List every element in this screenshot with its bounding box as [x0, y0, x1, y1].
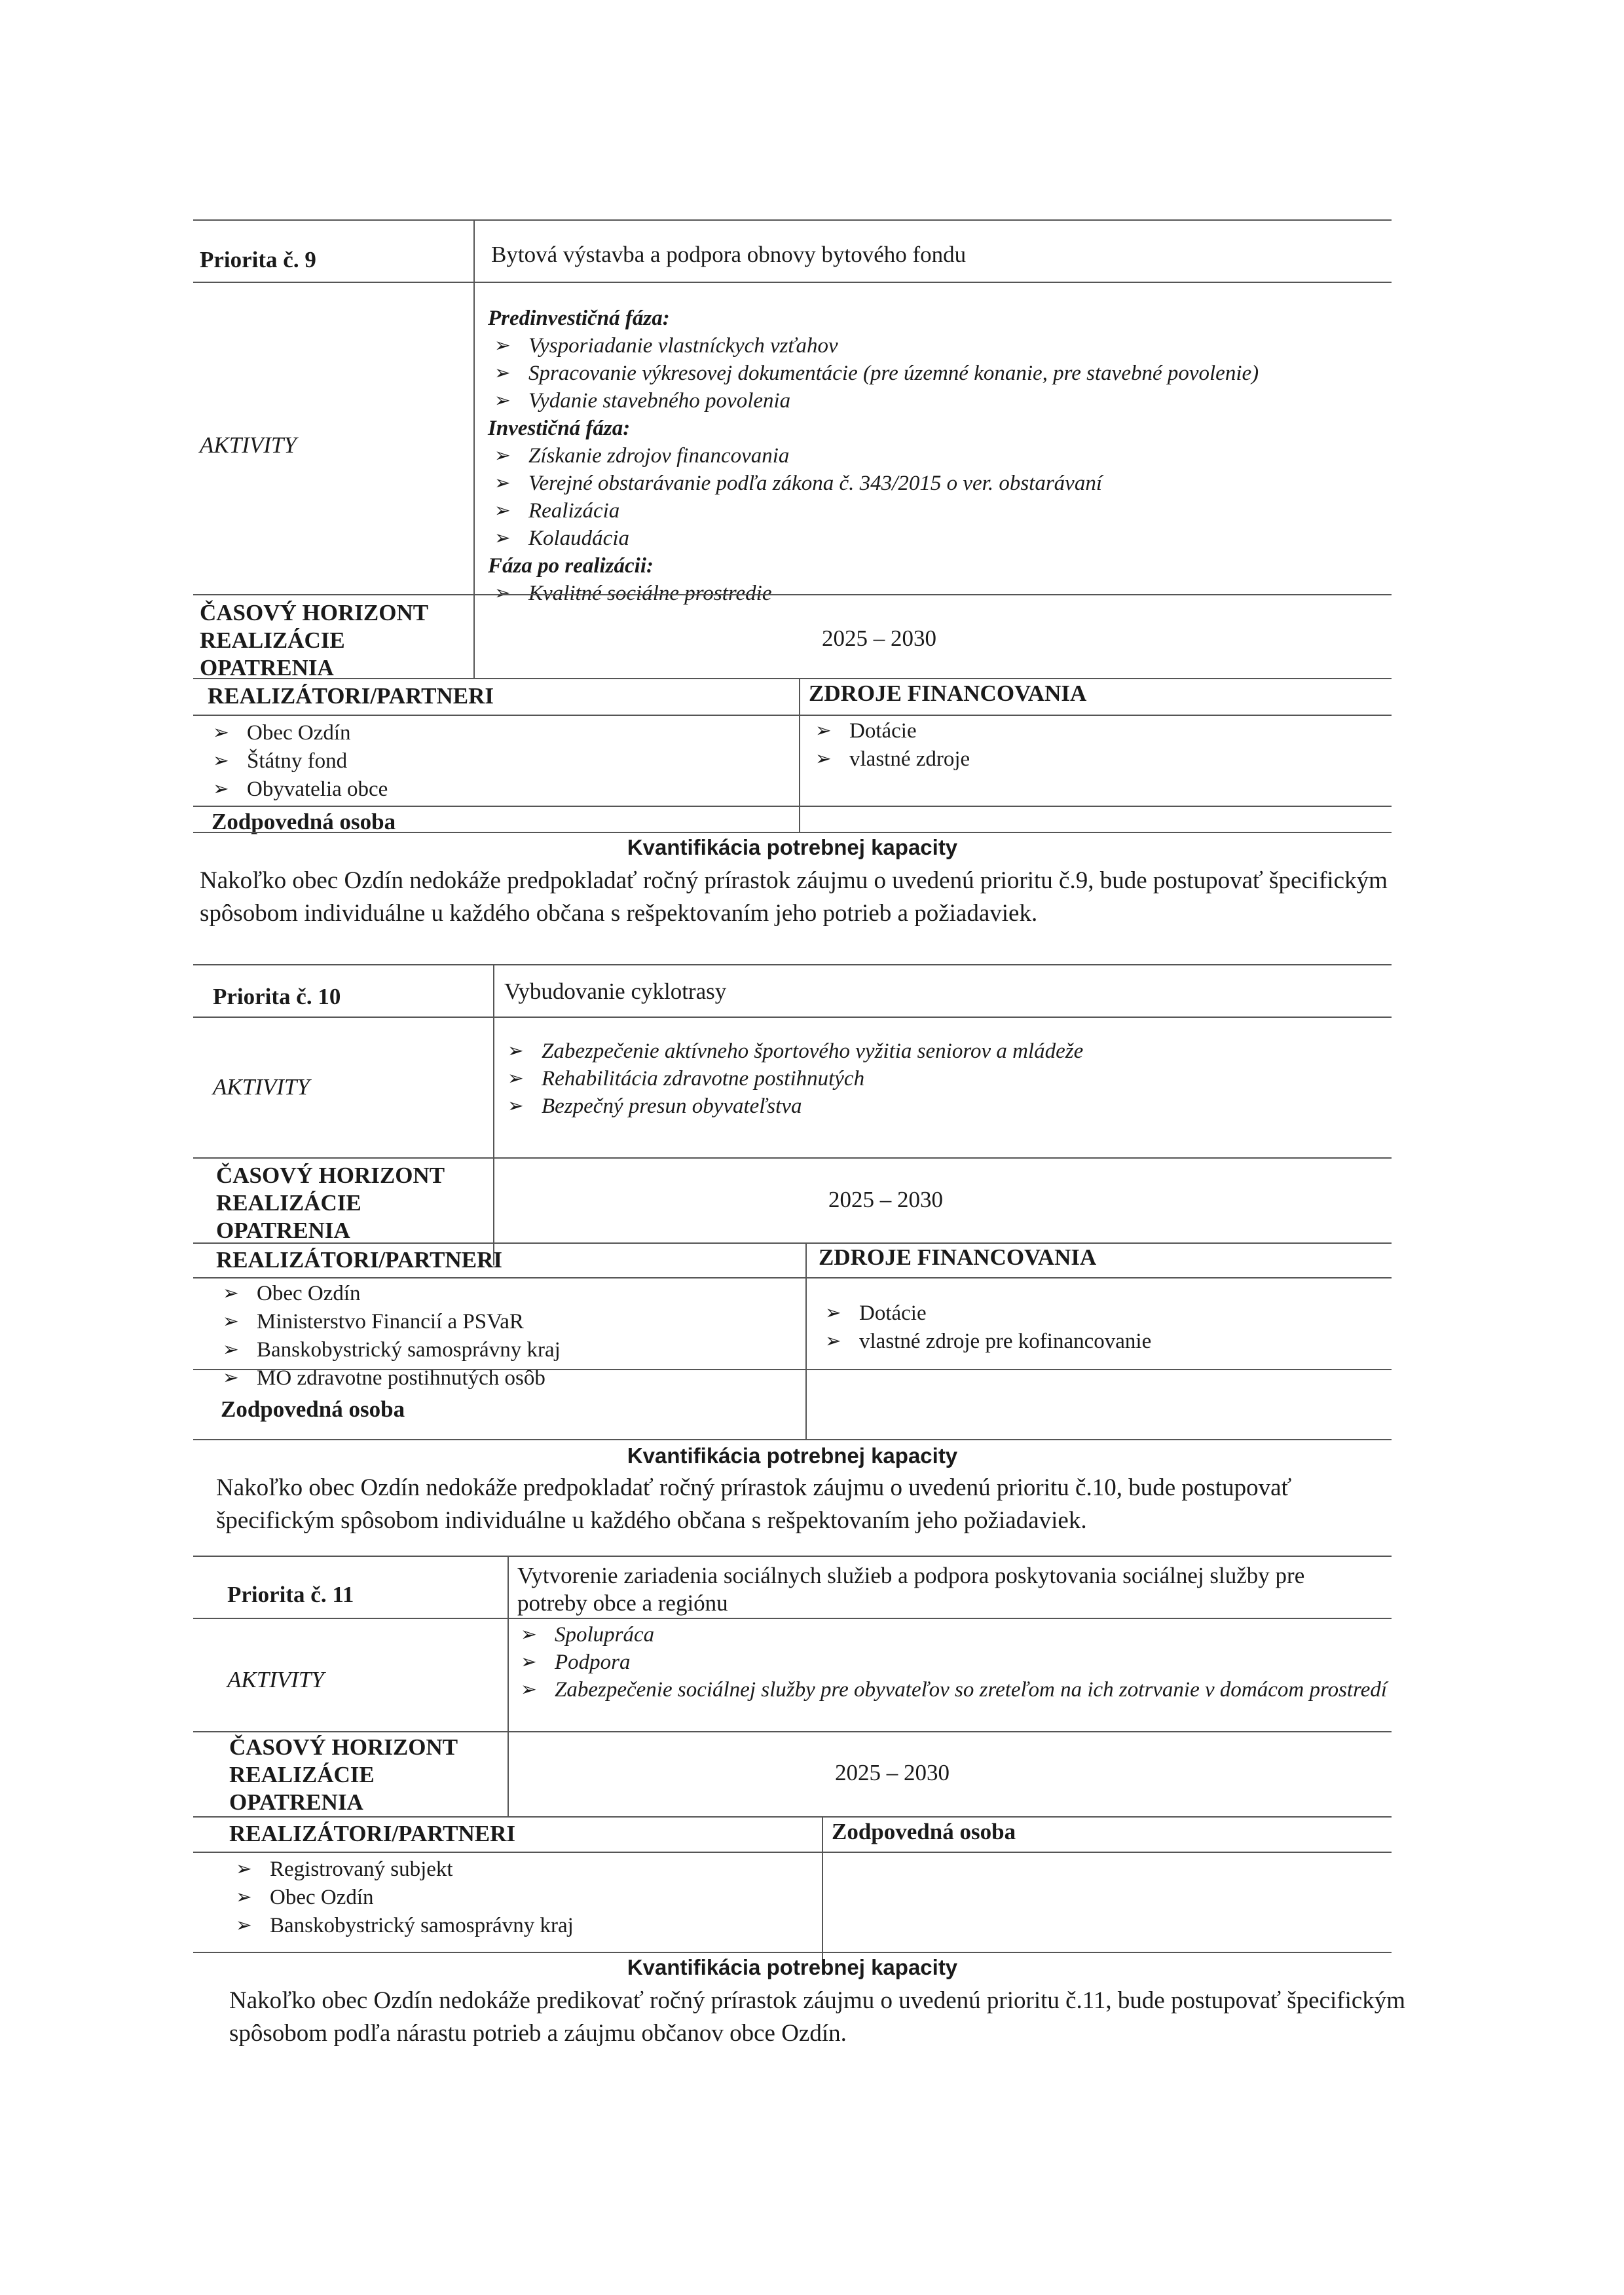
list-item: ➢ Dotácie [819, 1299, 1151, 1328]
list-item: ➢ Zabezpečenie sociálnej služby pre obyvateľov so zreteľom na ich zotrvanie v domácom prostredí [514, 1676, 1392, 1704]
horizon-value: 2025 – 2030 [835, 1760, 950, 1785]
list-item: ➢ vlastné zdroje [809, 745, 970, 774]
list-item: ➢ Podpora [514, 1649, 1392, 1676]
list-item: ➢ MO zdravotne postihnutých osôb [216, 1364, 561, 1392]
priority-name: Bytová výstavba a podpora obnovy bytového fondu [491, 242, 967, 267]
list-item: ➢ Kolaudácia [488, 525, 1259, 552]
activities-list [488, 305, 1259, 607]
list-item: ➢ Zabezpečenie aktívneho športového vyžitia seniorov a mládeže [501, 1037, 1083, 1065]
priority-title: Priorita č. 10 [213, 984, 341, 1009]
list-item: ➢ Ministerstvo Financií a PSVaR [216, 1308, 561, 1336]
list-item: ➢ Rehabilitácia zdravotne postihnutých [501, 1065, 1083, 1092]
partners-list [216, 1280, 561, 1392]
horizon-label: ČASOVÝ HORIZONT REALIZÁCIE OPATRENIA [229, 1734, 458, 1815]
capacity-heading: Kvantifikácia potrebnej kapacity [627, 1955, 958, 1979]
list-item: ➢ Vysporiadanie vlastníckych vzťahov [488, 332, 1259, 360]
list-item: ➢ Obec Ozdín [229, 1884, 574, 1912]
horizon-label: ČASOVÝ HORIZONT REALIZÁCIE OPATRENIA [216, 1163, 445, 1243]
priority-name: Vytvorenie zariadenia sociálnych služieb a podpora poskytovania sociálnej služby pre potreby obce a regiónu [517, 1563, 1305, 1616]
capacity-text: Nakoľko obec Ozdín nedokáže predikovať ročný prírastok záujmu o uvedenú prioritu č.11, bude postupovať špecifickým spôsobom podľa nárastu potrieb a záujmu občanov obce Ozdín. [229, 1987, 1406, 2047]
list-item: ➢ Získanie zdrojov financovania [488, 442, 1259, 470]
priority-9-section [193, 219, 1392, 956]
list-item: ➢ Vydanie stavebného povolenia [488, 387, 1259, 415]
phase-heading: Predinvestičná fáza: [488, 307, 670, 330]
horizon-label: ČASOVÝ HORIZONT REALIZÁCIE OPATRENIA [200, 600, 429, 681]
phase-heading: Investičná fáza: [488, 417, 631, 440]
priority-10-section [193, 964, 1392, 1554]
activities-list [501, 1037, 1083, 1120]
activities-list [514, 1621, 1392, 1704]
partners-label: REALIZÁTORI/PARTNERI [216, 1247, 503, 1273]
list-item: ➢ Spracovanie výkresovej dokumentácie (pre územné konanie, pre stavebné povolenie) [488, 360, 1259, 387]
activities-label: AKTIVITY [227, 1667, 324, 1692]
responsible-label: Zodpovedná osoba [832, 1819, 1016, 1844]
partners-label: REALIZÁTORI/PARTNERI [208, 683, 494, 709]
priority-name: Vybudovanie cyklotrasy [504, 979, 727, 1004]
list-item: ➢ Verejné obstarávanie podľa zákona č. 343/2015 o ver. obstarávaní [488, 470, 1259, 497]
horizon-value: 2025 – 2030 [822, 625, 936, 651]
list-item: ➢ Registrovaný subjekt [229, 1856, 574, 1884]
partners-label: REALIZÁTORI/PARTNERI [229, 1821, 516, 1846]
funding-list [819, 1299, 1151, 1356]
capacity-heading: Kvantifikácia potrebnej kapacity [627, 1444, 958, 1468]
phase-heading: Fáza po realizácii: [488, 554, 654, 578]
capacity-text: Nakoľko obec Ozdín nedokáže predpokladať ročný prírastok záujmu o uvedenú prioritu č.9, bude postupovať špecifickým spôsobom individuálne u každého občana s rešpektovaním jeho potrieb a požiadaviek. [200, 867, 1388, 927]
priority-title: Priorita č. 9 [200, 247, 316, 272]
activities-label: AKTIVITY [200, 432, 297, 458]
partners-list [229, 1856, 574, 1940]
list-item: ➢ Dotácie [809, 717, 970, 745]
list-item: ➢ Obyvatelia obce [206, 775, 388, 804]
responsible-label: Zodpovedná osoba [212, 809, 396, 834]
funding-label: ZDROJE FINANCOVANIA [809, 681, 1087, 706]
horizon-value: 2025 – 2030 [828, 1187, 943, 1212]
capacity-text: Nakoľko obec Ozdín nedokáže predpokladať ročný prírastok záujmu o uvedenú prioritu č.10, bude postupovať špecifickým spôsobom individuálne u každého občana s rešpektovaním jeho požiadaviek. [216, 1474, 1292, 1534]
funding-list [809, 717, 970, 774]
list-item: ➢ Obec Ozdín [206, 719, 388, 747]
partners-list [206, 719, 388, 804]
list-item: ➢ Banskobystrický samosprávny kraj [229, 1912, 574, 1940]
funding-label: ZDROJE FINANCOVANIA [819, 1244, 1097, 1270]
responsible-label: Zodpovedná osoba [221, 1396, 405, 1422]
list-item: ➢ Spolupráca [514, 1621, 1392, 1649]
priority-title: Priorita č. 11 [227, 1582, 354, 1607]
list-item: ➢ Bezpečný presun obyvateľstva [501, 1092, 1083, 1120]
list-item: ➢ Kvalitné sociálne prostredie [488, 580, 1259, 607]
list-item: ➢ Realizácia [488, 497, 1259, 525]
activities-label: AKTIVITY [213, 1074, 310, 1100]
list-item: ➢ vlastné zdroje pre kofinancovanie [819, 1328, 1151, 1356]
capacity-heading: Kvantifikácia potrebnej kapacity [627, 835, 958, 859]
list-item: ➢ Banskobystrický samosprávny kraj [216, 1336, 561, 1364]
priority-11-section [193, 1556, 1406, 2066]
list-item: ➢ Štátny fond [206, 747, 388, 775]
list-item: ➢ Obec Ozdín [216, 1280, 561, 1308]
